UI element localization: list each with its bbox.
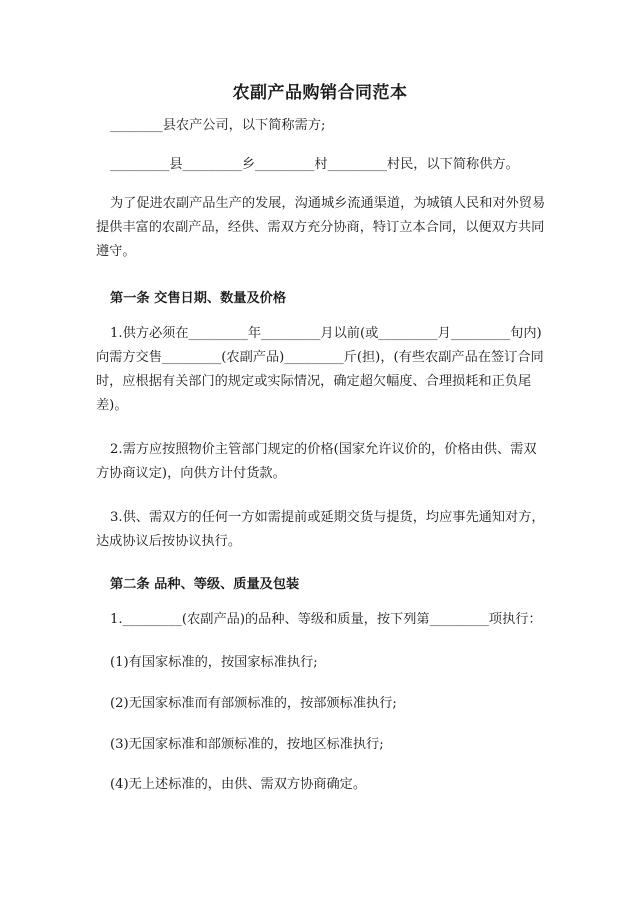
article-2-option-2: (2)无国家标准而有部颁标准的，按部颁标准执行; (110, 696, 397, 711)
article-1-item-2: 2.需方应按照物价主管部门规定的价格(国家允许议价的，价格由供、需双方协商议定)，向供方计付货款。 (96, 442, 537, 481)
article-1-heading: 第一条 交售日期、数量及价格 (110, 291, 287, 306)
preamble-paragraph: 为了促进农副产品生产的发展，沟通城乡流通渠道，为城镇人民和对外贸易提供丰富的农副产品，经供、需双方充分协商，特订立本合同，以便双方共同遵守。 (96, 196, 546, 259)
article-2-heading: 第二条 品种、等级、质量及包装 (110, 577, 300, 592)
document-title: 农副产品购销合同范本 (232, 83, 408, 103)
buyer-line: ________县农产公司，以下简称需方; (110, 118, 326, 133)
article-2-option-1: (1)有国家标准的，按国家标准执行; (110, 655, 318, 670)
article-2-option-4: (4)无上述标准的，由供、需双方协商确定。 (110, 777, 367, 792)
article-1-item-1: 1.供方必须在_________年_________月以前(或_________月_________旬内)向需方交售_________(农副产品)_________斤(担)，(有些农副产品在签订合同时，应根据有关部门的规定或实际情况，确定超欠幅度、合理损耗和正负尾差)。 (96, 326, 544, 413)
article-2-option-3: (3)无国家标准和部颁标准的，按地区标准执行; (110, 737, 384, 752)
seller-line: _________县_________乡_________村_________村民，以下简称供方。 (110, 157, 519, 172)
article-2-item-1: 1._________(农副产品)的品种、等级和质量，按下列第_________项执行： (110, 612, 542, 627)
article-1-item-3: 3.供、需双方的任何一方如需提前或延期交货与提货，均应事先通知对方，达成协议后按协议执行。 (96, 510, 545, 549)
